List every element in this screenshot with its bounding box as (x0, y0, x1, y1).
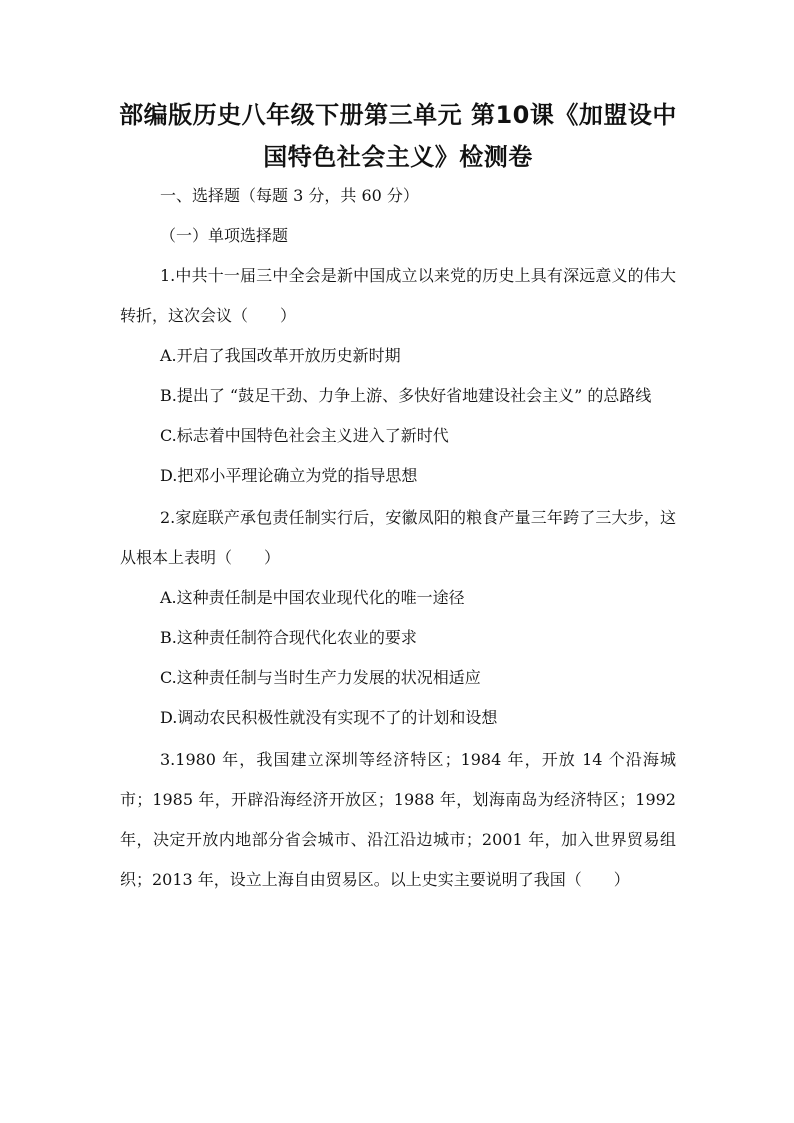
question-stem: 3.1980 年，我国建立深圳等经济特区；1984 年，开放 14 个沿海城市；1985 年，开辟沿海经济开放区；1988 年，划海南岛为经济特区；1992 年，决定开放内地部分省会城市、沿江沿边城市；2001 年，加入世界贸易组织；2013 年，设立上海自由贸易区。以上史实主要说明了我国（ ） (120, 750, 676, 889)
option-d: D.调动农民积极性就没有实现不了的计划和设想 (160, 708, 498, 727)
option-b: B.这种责任制符合现代化农业的要求 (160, 628, 417, 647)
document-page (120, 94, 676, 900)
option-c: C.标志着中国特色社会主义进入了新时代 (160, 426, 449, 445)
question-1 (120, 256, 676, 496)
option-c: C.这种责任制与当时生产力发展的状况相适应 (160, 668, 481, 687)
option-a: A.开启了我国改革开放历史新时期 (160, 346, 401, 365)
section-heading: 一、选择题（每题 3 分，共 60 分） (160, 186, 419, 205)
question-stem: 2.家庭联产承包责任制实行后，安徽凤阳的粮食产量三年跨了三大步，这从根本上表明（ ） (120, 508, 676, 567)
question-stem: 1.中共十一届三中全会是新中国成立以来党的历史上具有深远意义的伟大转折，这次会议（ ） (120, 266, 676, 325)
question-3 (120, 740, 676, 900)
option-a: A.这种责任制是中国农业现代化的唯一途径 (160, 588, 465, 607)
option-d: D.把邓小平理论确立为党的指导思想 (160, 466, 418, 485)
subsection-heading: （一）单项选择题 (160, 226, 289, 245)
option-b: B.提出了 “鼓足干劲、力争上游、多快好省地建设社会主义” 的总路线 (160, 386, 652, 405)
question-2 (120, 498, 676, 738)
document-title: 部编版历史八年级下册第三单元 第10课《加盟设中国特色社会主义》检测卷 (119, 101, 677, 171)
